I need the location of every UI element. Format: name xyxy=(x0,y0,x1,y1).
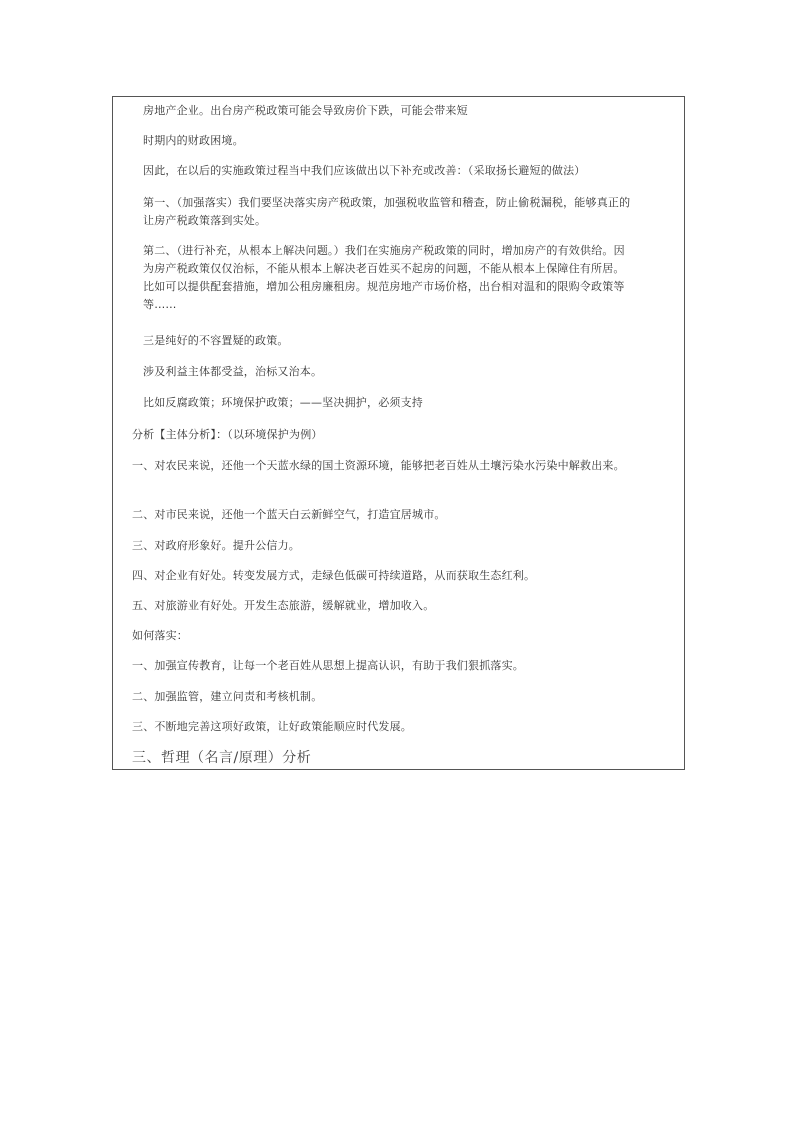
text-line: 时期内的财政困境。 xyxy=(143,134,244,147)
text-line: 比如反腐政策；环境保护政策；——坚决拥护，必须支持 xyxy=(143,396,423,409)
paragraph-second-measure: 第二、（进行补充，从根本上解决问题。）我们在实施房产税政策的同时，增加房产的有效供给。因为房产税政策仅仅治标，不能从根本上解决老百姓买不起房的问题，不能从根本上保障住有所居。比如可以提供配套措施，增加公租房廉租房。规范房地产市场价格，出台相对温和的限购令政策等等…… xyxy=(143,244,625,311)
paragraph-farmers: 一、对农民来说，还他一个天蓝水绿的国土资源环境，能够把老百姓从土壤污染水污染中解救出来。 xyxy=(132,459,625,472)
text-line: 涉及利益主体都受益，治标又治本。 xyxy=(143,365,323,378)
section-heading: 三、哲理（名言/原理）分析 xyxy=(132,750,312,766)
text-line: 四、对企业有好处。转变发展方式，走绿色低碳可持续道路，从而获取生态红利。 xyxy=(132,569,536,582)
text-line: 三、不断地完善这项好政策，让好政策能顺应时代发展。 xyxy=(132,720,412,733)
text-line: 五、对旅游业有好处。开发生态旅游，缓解就业，增加收入。 xyxy=(132,599,435,612)
section-label: 分析【主体分析】：（以环境保护为例） xyxy=(132,428,323,441)
paragraph-first-measure: 第一、（加强落实）我们要坚决落实房产税政策，加强税收监管和稽查，防止偷税漏税，能够真正的让房产税政策落到实处。 xyxy=(143,196,631,227)
text-line: 一、加强宣传教育，让每一个老百姓从思想上提高认识，有助于我们狠抓落实。 xyxy=(132,659,524,672)
text-line: 三、对政府形象好。提升公信力。 xyxy=(132,539,300,552)
text-line: 三是纯好的不容置疑的政策。 xyxy=(143,334,289,347)
section-label: 如何落实： xyxy=(132,629,188,642)
text-line: 二、对市民来说，还他一个蓝天白云新鲜空气，打造宜居城市。 xyxy=(132,508,446,521)
text-line: 房地产企业。出台房产税政策可能会导致房价下跌，可能会带来短 xyxy=(143,104,468,117)
text-line: 因此，在以后的实施政策过程当中我们应该做出以下补充或改善：（采取扬长避短的做法） xyxy=(143,164,586,177)
text-line: 二、加强监管，建立问责和考核机制。 xyxy=(132,690,323,703)
